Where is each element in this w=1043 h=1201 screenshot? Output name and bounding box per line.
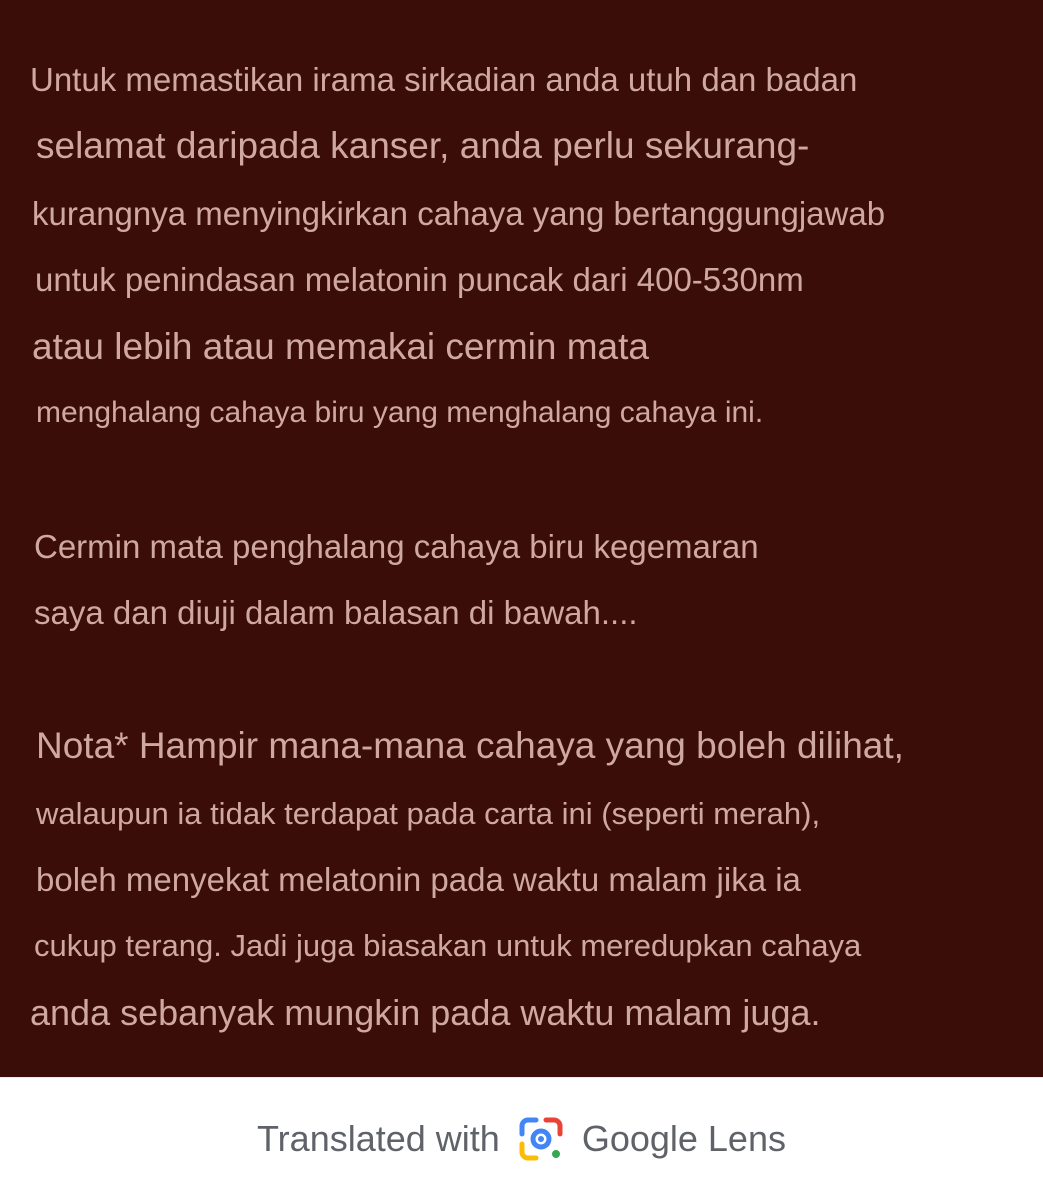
google-lens-brand: Google Lens	[581, 1117, 786, 1159]
text-line: boleh menyekat melatonin pada waktu malam jika ia	[36, 861, 801, 898]
translated-with-label: Translated with	[257, 1117, 500, 1159]
text-line: anda sebanyak mungkin pada waktu malam juga.	[30, 992, 821, 1033]
text-line: selamat daripada kanser, anda perlu sekurang-	[36, 125, 810, 166]
text-line: menghalang cahaya biru yang menghalang cahaya ini.	[36, 396, 764, 429]
google-lens-icon	[518, 1116, 564, 1162]
text-line: kurangnya menyingkirkan cahaya yang bertanggungjawab	[32, 195, 886, 232]
text-line: saya dan diuji dalam balasan di bawah....	[34, 594, 638, 631]
text-line: cukup terang. Jadi juga biasakan untuk meredupkan cahaya	[34, 928, 862, 963]
text-line: untuk penindasan melatonin puncak dari 400-530nm	[35, 261, 804, 298]
translation-footer	[0, 1077, 1043, 1201]
text-line: Nota* Hampir mana-mana cahaya yang boleh dilihat,	[36, 725, 904, 766]
text-line: Untuk memastikan irama sirkadian anda utuh dan badan	[30, 61, 858, 98]
text-line: Cermin mata penghalang cahaya biru kegemaran	[34, 528, 759, 565]
text-line: walaupun ia tidak terdapat pada carta ini (seperti merah),	[36, 796, 821, 831]
text-line: atau lebih atau memakai cermin mata	[32, 326, 649, 367]
